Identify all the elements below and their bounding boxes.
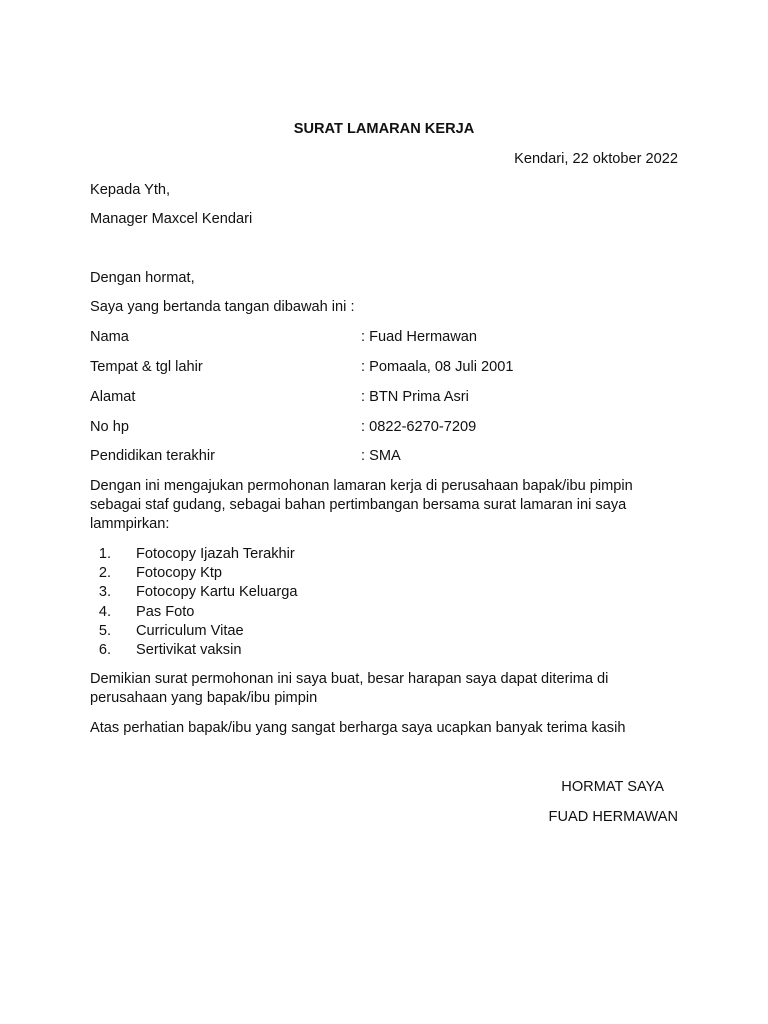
list-item — [90, 641, 242, 660]
list-item — [90, 583, 298, 602]
list-item-text: Sertivikat vaksin — [136, 641, 242, 658]
list-item-text: Fotocopy Ijazah Terakhir — [136, 546, 295, 562]
list-item-text: Fotocopy Ktp — [136, 565, 222, 582]
field-value-birth: : Pomaala, 08 Juli 2001 — [361, 359, 514, 375]
list-item-text: Pas Foto — [136, 603, 195, 620]
field-value-education: : SMA — [361, 448, 401, 464]
intro-line: Saya yang bertanda tangan dibawah ini : — [90, 299, 355, 315]
list-item-number: 4. — [98, 603, 111, 620]
body-paragraph: Dengan ini mengajukan permohonan lamaran kerja di perusahaan bapak/ibu pimpin sebagai staf gudang, sebagai bahan pertimbangan bersama surat lamaran ini saya lammpirkan: — [90, 478, 633, 532]
field-label-nama: Nama — [90, 329, 129, 345]
thanks-line: Atas perhatian bapak/ibu yang sangat berharga saya ucapkan banyak terima kasih — [90, 720, 626, 736]
list-item-number: 2. — [98, 565, 111, 582]
attachment-list — [90, 545, 298, 660]
list-item-number: 1. — [98, 546, 111, 562]
list-item — [90, 622, 244, 641]
list-item — [90, 564, 222, 583]
field-label-education: Pendidikan terakhir — [90, 448, 215, 464]
closing-paragraph: Demikian surat permohonan ini saya buat, besar harapan saya dapat diterima di perusahaan yang bapak/ibu pimpin — [90, 671, 609, 706]
field-value-nama: : Fuad Hermawan — [361, 329, 477, 345]
salutation: Dengan hormat, — [90, 270, 195, 286]
recipient-greeting: Kepada Yth, — [90, 182, 171, 198]
field-label-birth: Tempat & tgl lahir — [90, 359, 203, 375]
field-label-phone: No hp — [90, 419, 129, 435]
field-label-alamat: Alamat — [90, 389, 136, 405]
list-item-number: 3. — [98, 584, 111, 601]
list-item-number: 5. — [98, 622, 111, 639]
place-date: Kendari, 22 oktober 2022 — [514, 151, 678, 167]
list-item — [90, 603, 195, 622]
list-item — [90, 545, 295, 564]
recipient-name: Manager Maxcel Kendari — [90, 211, 253, 227]
signoff: HORMAT SAYA — [561, 779, 664, 795]
letter-title: SURAT LAMARAN KERJA — [293, 121, 475, 137]
field-value-phone: : 0822-6270-7209 — [361, 419, 477, 435]
list-item-text: Fotocopy Kartu Keluarga — [136, 584, 298, 601]
list-item-number: 6. — [98, 641, 111, 658]
list-item-text: Curriculum Vitae — [136, 622, 244, 639]
field-value-alamat: : BTN Prima Asri — [361, 389, 469, 405]
signature-name: FUAD HERMAWAN — [548, 809, 678, 825]
